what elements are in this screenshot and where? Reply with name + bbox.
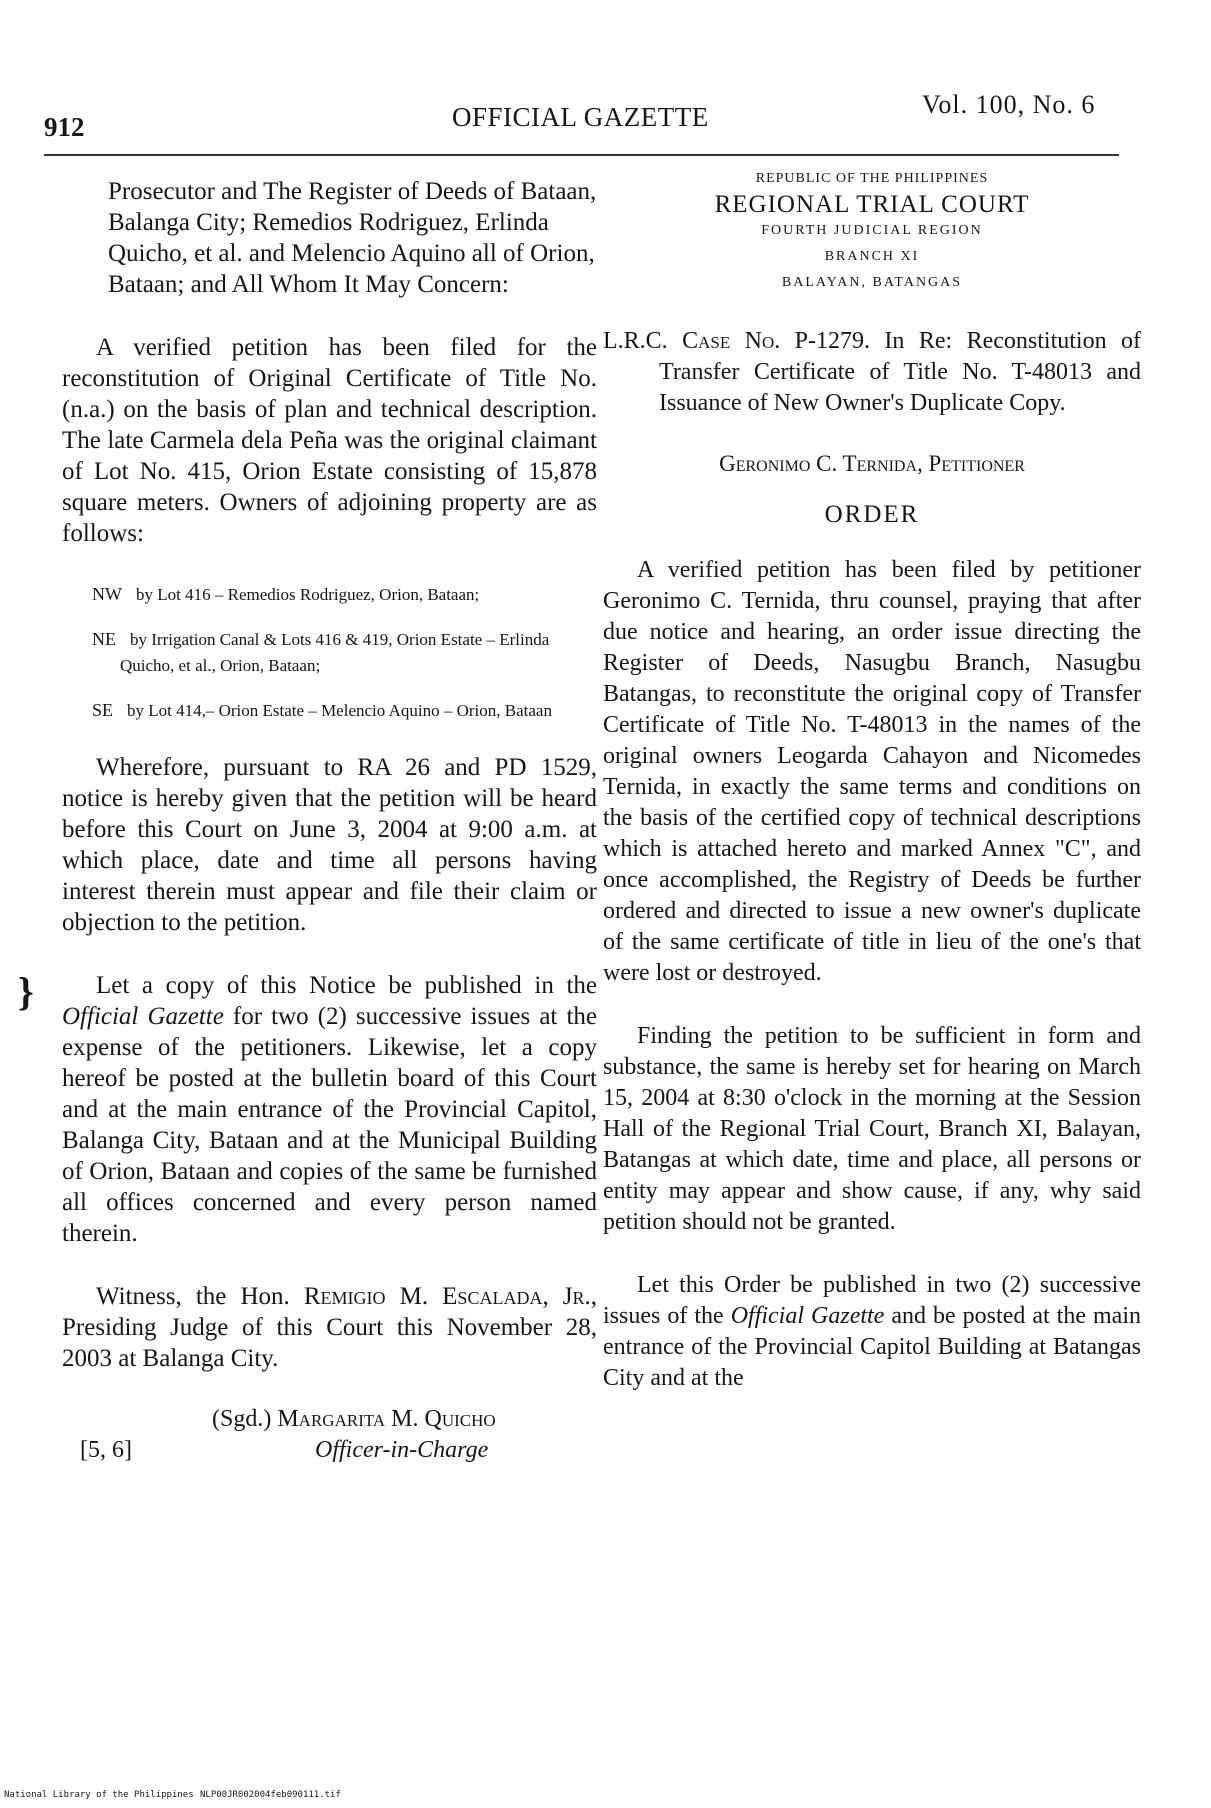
boundary-list — [62, 581, 597, 724]
case-caption — [603, 326, 1141, 419]
judge-name: Remigio M. Escalada, Jr. — [303, 1283, 591, 1310]
gazette-name: Official Gazette — [730, 1303, 885, 1329]
petitioner-line: Geronimo C. Ternida, Petitioner — [719, 451, 1025, 476]
signatory-line — [212, 1406, 496, 1433]
case-title: In Re: Reconstitution of Transfer Certificate of Title No. T-48013 and Issuance of New Owner's Duplicate Copy. — [659, 328, 1141, 416]
court-country: REPUBLIC OF THE PHILIPPINES — [755, 171, 989, 186]
journal-title: OFFICIAL GAZETTE — [452, 102, 709, 132]
gazette-name: Official Gazette — [62, 1003, 224, 1030]
boundary-text: by Lot 414,– Orion Estate – Melencio Aquino – Orion, Bataan — [127, 701, 552, 720]
boundary-direction: NE — [92, 629, 116, 649]
court-heading — [603, 166, 1141, 296]
boundary-se — [92, 697, 597, 724]
signatory-name: Margarita M. Quicho — [277, 1406, 496, 1432]
order-publication-b: and be posted at the main entrance of the Provincial Capitol Building at Batangas City and at the — [603, 1303, 1142, 1391]
order-title: ORDER — [824, 501, 920, 528]
margin-mark: } — [18, 969, 34, 1014]
order-paragraph-3 — [603, 1270, 1141, 1394]
boundary-text: by Irrigation Canal & Lots 416 & 419, Orion Estate – Erlinda Quicho, et al., Orion, Bataan; — [120, 630, 550, 675]
publication-text-b: for two (2) successive issues at the expense of the petitioners. Likewise, let a copy hereof be posted at the bulletin board of this Court and at the main entrance of the Provincial Capitol, Balanga City, Bataan and at the Municipal Building of Orion, Bataan and copies of the same be furnished all offices concerned and every person named therein. — [62, 1003, 597, 1247]
case-number: L.R.C. Case No. P-1279. — [603, 328, 871, 354]
footer-library-credit: National Library of the Philippines — [4, 1790, 194, 1800]
court-branch: BRANCH XI — [824, 249, 920, 264]
header-rule — [44, 154, 1119, 156]
boundary-text: by Lot 416 – Remedios Rodriguez, Orion, Bataan; — [136, 585, 480, 604]
publication-text-a: Let a copy of this Notice be published in the — [96, 972, 597, 999]
signatory-title: Officer-in-Charge — [315, 1437, 489, 1463]
publication-paragraph — [62, 970, 597, 1249]
order-publication-a: Let this Order be published in two (2) successive issues of the — [603, 1272, 1141, 1329]
footer-file-name: NLP00JR002004feb090111.tif — [200, 1790, 341, 1800]
left-column — [62, 176, 597, 1486]
order-paragraph-2: Finding the petition to be sufficient in form and substance, the same is hereby set for hearing on March 15, 2004 at 8:30 o'clock in the morning at the Session Hall of the Regional Trial Court, Branch XI, Balayan, Batangas at which date, time and place, all persons or entity may appear and show cause, if any, why said petition should not be granted. — [603, 1023, 1141, 1235]
boundary-direction: SE — [92, 700, 114, 720]
petition-paragraph: A verified petition has been filed for the reconstitution of Original Certificate of Title No. (n.a.) on the basis of plan and technical description. The late Carmela dela Peña was the original claimant of Lot No. 415, Orion Estate consisting of 15,878 square meters. Owners of adjoining property are as follows: — [62, 334, 597, 547]
page-number: 912 — [44, 112, 85, 142]
order-paragraph-1: A verified petition has been filed by petitioner Geronimo C. Ternida, thru counsel, praying that after due notice and hearing, an order issue directing the Register of Deeds, Nasugbu Branch, Nasugbu Batangas, to reconstitute the original copy of Transfer Certificate of Title No. T-48013 in the names of the original owners Leogarda Cahayon and Nicomedes Ternida, in exactly the same terms and conditions on the basis of the certified copy of technical descriptions which is attached hereto and marked Annex "C", and once accomplished, the Registry of Deeds be further ordered and directed to issue a new owner's duplicate of the same certificate of title in lieu of the one's that were lost or destroyed. — [603, 557, 1141, 986]
wherefore-paragraph: Wherefore, pursuant to RA 26 and PD 1529, notice is hereby given that the petition will be heard before this Court on June 3, 2004 at 9:00 a.m. at which place, date and time all persons having interest therein must appear and file their claim or objection to the petition. — [62, 754, 597, 936]
witness-paragraph — [62, 1281, 597, 1374]
right-column — [603, 166, 1141, 1426]
sgd-label: (Sgd.) — [212, 1406, 278, 1432]
witness-text-b: , Presiding Judge of this Court this November 28, 2003 at Balanga City. — [62, 1283, 598, 1372]
boundary-nw — [92, 581, 597, 608]
boundary-direction: NW — [92, 584, 122, 604]
signature-block — [62, 1406, 597, 1486]
court-location: BALAYAN, BATANGAS — [781, 275, 963, 290]
boundary-ne — [92, 626, 597, 679]
notice-addressee: Prosecutor and The Register of Deeds of Bataan, Balanga City; Remedios Rodriguez, Erlinda Quicho, et al. and Melencio Aquino all of Orion, Bataan; and All Whom It May Concern: — [108, 178, 597, 298]
volume-info: Vol. 100, No. 6 — [922, 90, 1096, 119]
court-name: REGIONAL TRIAL COURT — [714, 191, 1030, 218]
issue-reference: [5, 6] — [80, 1437, 132, 1463]
witness-text-a: Witness, the Hon. — [96, 1283, 304, 1310]
court-region: FOURTH JUDICIAL REGION — [761, 223, 983, 238]
